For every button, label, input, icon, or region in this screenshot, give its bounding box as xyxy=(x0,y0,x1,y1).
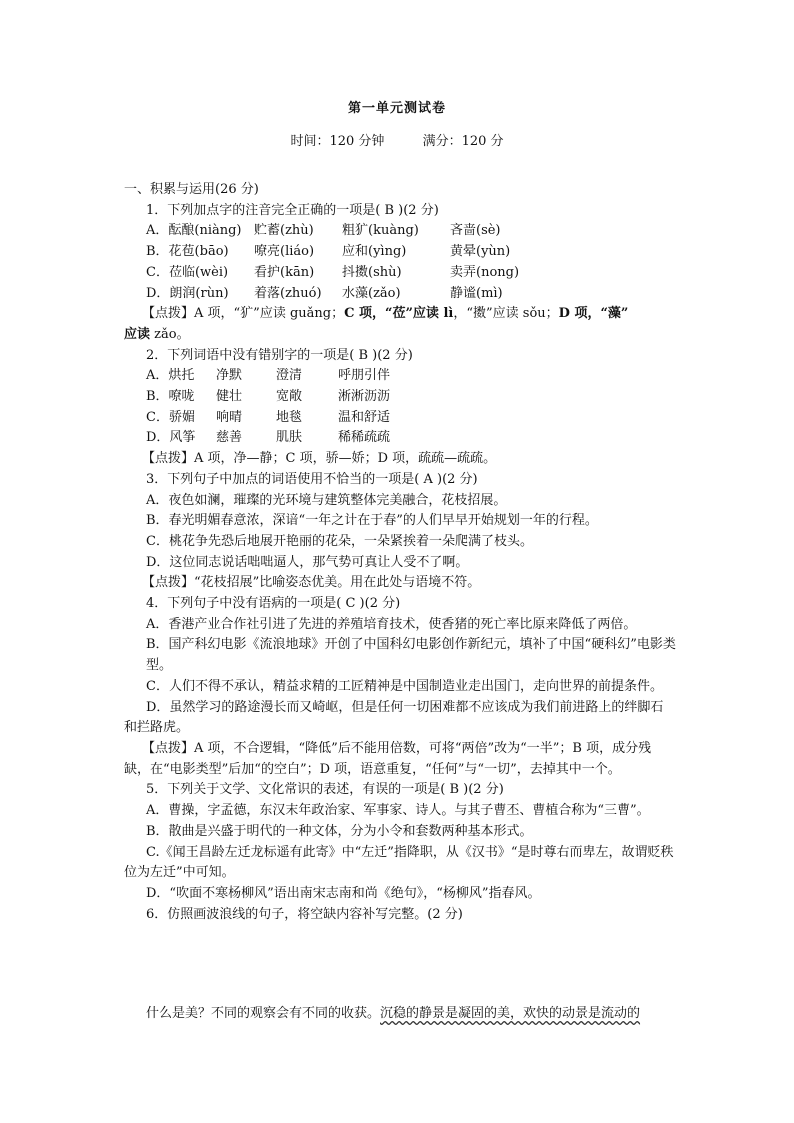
question-1-tip-cont xyxy=(124,325,676,346)
question-1-option-a xyxy=(146,221,676,242)
tip-text: zǎo。 xyxy=(150,326,190,342)
question-5-stem: 5．下列关于文学、文化常识的表述，有误的一项是( B )(2 分) xyxy=(146,782,504,798)
tip-text: A 项，净—静；C 项，骄—娇；D 项，疏疏—疏疏。 xyxy=(194,451,497,467)
question-1-tip xyxy=(142,304,676,325)
option-cell: 稀稀疏疏 xyxy=(338,430,391,446)
option-cell: 静谧(mì) xyxy=(450,285,503,301)
question-4-option-c xyxy=(124,677,676,698)
option-cell: 淅淅沥沥 xyxy=(338,389,391,405)
option-cell: 吝啬(sè) xyxy=(450,223,501,239)
option-cell: 响晴 xyxy=(216,409,243,425)
exam-score: 满分：120 分 xyxy=(422,134,504,149)
question-2-stem: 2．下列词语中没有错别字的一项是( B )(2 分) xyxy=(146,347,413,363)
question-3-option-d: D．这位同志说话咄咄逼人，那气势可真让人受不了啊。 xyxy=(146,554,469,570)
option-cell: 着落(zhuó) xyxy=(254,285,322,301)
option-cell: 卖弄(nong) xyxy=(450,264,520,280)
option-cell: A．烘托 xyxy=(146,368,195,384)
page-title: 第一单元测试卷 xyxy=(347,101,446,116)
tip-label: 【点拨】 xyxy=(142,575,195,591)
question-4-option-d xyxy=(124,698,676,739)
option-cell: B．嘹咙 xyxy=(146,389,195,405)
question-6-stem: 6．仿照画波浪线的句子，将空缺内容补写完整。(2 分) xyxy=(146,906,463,922)
exam-body xyxy=(124,180,676,925)
option-cell: 看护(kān) xyxy=(254,264,315,280)
question-1-stem: 1．下列加点字的注音完全正确的一项是( B )(2 分) xyxy=(146,202,439,218)
option-text: D．虽然学习的路途漫长而又崎岖，但是任何一切困难都不应该成为我们前进路上的绊脚石和拦路虎。 xyxy=(124,699,664,736)
question-4-option-a: A．香港产业合作社引进了先进的养殖培育技术，使香猪的死亡率比原来降低了两倍。 xyxy=(146,616,637,632)
question-3-option-b: B．春光明媚春意浓，深谙“一年之计在于春”的人们早早开始规划一年的行程。 xyxy=(146,513,598,529)
tip-label: 【点拨】 xyxy=(142,451,195,467)
option-cell: 黄晕(yùn) xyxy=(450,244,511,260)
tip-label: 【点拨】 xyxy=(142,740,195,756)
option-text: C．人们不得不承认，精益求精的工匠精神是中国制造业走出国门，走向世界的前提条件。 xyxy=(146,678,663,694)
tip-text: A 项，“犷”应读 guǎng； xyxy=(194,306,345,322)
option-cell: 健壮 xyxy=(216,389,243,405)
question-3-tip xyxy=(142,573,676,594)
tip-text: D 项，“藻” xyxy=(558,306,629,322)
question-4-tip xyxy=(124,739,676,780)
option-cell: 呼朋引伴 xyxy=(338,368,391,384)
exam-meta xyxy=(0,130,794,149)
question-3-option-a: A．夜色如澜，璀璨的光环境与建筑整体完美融合，花枝招展。 xyxy=(146,492,507,508)
question-2-tip xyxy=(142,449,676,470)
section-heading: 一、积累与运用(26 分) xyxy=(124,182,259,197)
question-2-option-a xyxy=(146,366,676,387)
passage-wavy-text: 沉稳的静景是凝固的美，欢快的动景是流动的 xyxy=(380,1006,641,1021)
question-2-option-d xyxy=(146,428,676,449)
exam-time: 时间：120 分钟 xyxy=(290,134,385,149)
option-text: A．曹操，字孟德，东汉末年政治家、军事家、诗人。与其子曹丕、曹植合称为“三曹”。 xyxy=(146,803,650,819)
option-text: C.《闻王昌龄左迁龙标遥有此寄》中“左迁”指降职，从《汉书》“是时尊右而卑左，故谓贬秩位为左迁”中可知。 xyxy=(124,844,674,881)
tip-text: “花枝招展”比喻姿态优美。用在此处与语境不符。 xyxy=(194,575,481,591)
question-1-option-b xyxy=(146,242,676,263)
question-5-option-a xyxy=(124,801,676,822)
option-cell: A．酝酿(niàng) xyxy=(146,223,242,239)
tip-text: ，“擞”应读 sǒu； xyxy=(453,306,559,322)
question-6-passage xyxy=(146,1004,676,1024)
option-cell: 贮蓄(zhù) xyxy=(254,223,314,239)
question-2-option-c xyxy=(146,408,676,429)
question-1-option-d xyxy=(146,284,676,305)
option-cell: D．朗润(rùn) xyxy=(146,285,229,301)
question-2-option-b xyxy=(146,387,676,408)
tip-text: A 项，不合逻辑，“降低”后不能用倍数，可将“两倍”改为“一半”；B 项，成分残缺，在“电影类型”后加“的空白”；D 项，语意重复，“任何”与“一切”，去掉其中一个。 xyxy=(124,740,652,777)
question-4-option-b xyxy=(124,635,676,676)
question-3-stem: 3．下列句子中加点的词语使用不恰当的一项是( A )(2 分) xyxy=(146,471,478,487)
option-cell: D．风筝 xyxy=(146,430,196,446)
tip-text: 应读 xyxy=(124,326,151,342)
option-cell: 澄清 xyxy=(276,368,303,384)
option-cell: 宽敞 xyxy=(276,389,303,405)
question-3-option-c: C．桃花争先恐后地展开艳丽的花朵，一朵紧挨着一朵爬满了枝头。 xyxy=(146,533,533,549)
tip-label: 【点拨】 xyxy=(142,306,195,322)
option-cell: 抖擞(shù) xyxy=(342,264,402,280)
option-cell: 慈善 xyxy=(216,430,243,446)
option-cell: 净默 xyxy=(216,368,243,384)
option-cell: B．花苞(bāo) xyxy=(146,244,229,260)
passage-text: 什么是美？不同的观察会有不同的收获。 xyxy=(146,1006,381,1021)
question-1-option-c xyxy=(146,263,676,284)
option-cell: 温和舒适 xyxy=(338,409,391,425)
question-5-option-b: B．散曲是兴盛于明代的一种文体，分为小令和套数两种基本形式。 xyxy=(146,823,533,839)
option-cell: 地毯 xyxy=(276,409,303,425)
option-cell: C．骄媚 xyxy=(146,409,195,425)
question-5-option-c xyxy=(124,843,676,884)
question-4-stem: 4．下列句子中没有语病的一项是( C )(2 分) xyxy=(146,596,401,612)
option-cell: 肌肤 xyxy=(276,430,303,446)
tip-text: C 项，“莅”应读 lì xyxy=(344,306,454,322)
option-cell: 嘹亮(liáo) xyxy=(254,244,315,260)
option-cell: 应和(yìng) xyxy=(342,244,407,260)
question-5-option-d: D．“吹面不寒杨柳风”语出南宋志南和尚《绝句》，“杨柳风”指春风。 xyxy=(146,885,541,901)
option-cell: C．莅临(wèi) xyxy=(146,264,229,280)
option-text: B．国产科幻电影《流浪地球》开创了中国科幻电影创作新纪元，填补了中国“硬科幻”电影类型。 xyxy=(146,637,676,674)
option-cell: 粗犷(kuàng) xyxy=(342,223,419,239)
option-cell: 水藻(zǎo) xyxy=(342,285,401,301)
